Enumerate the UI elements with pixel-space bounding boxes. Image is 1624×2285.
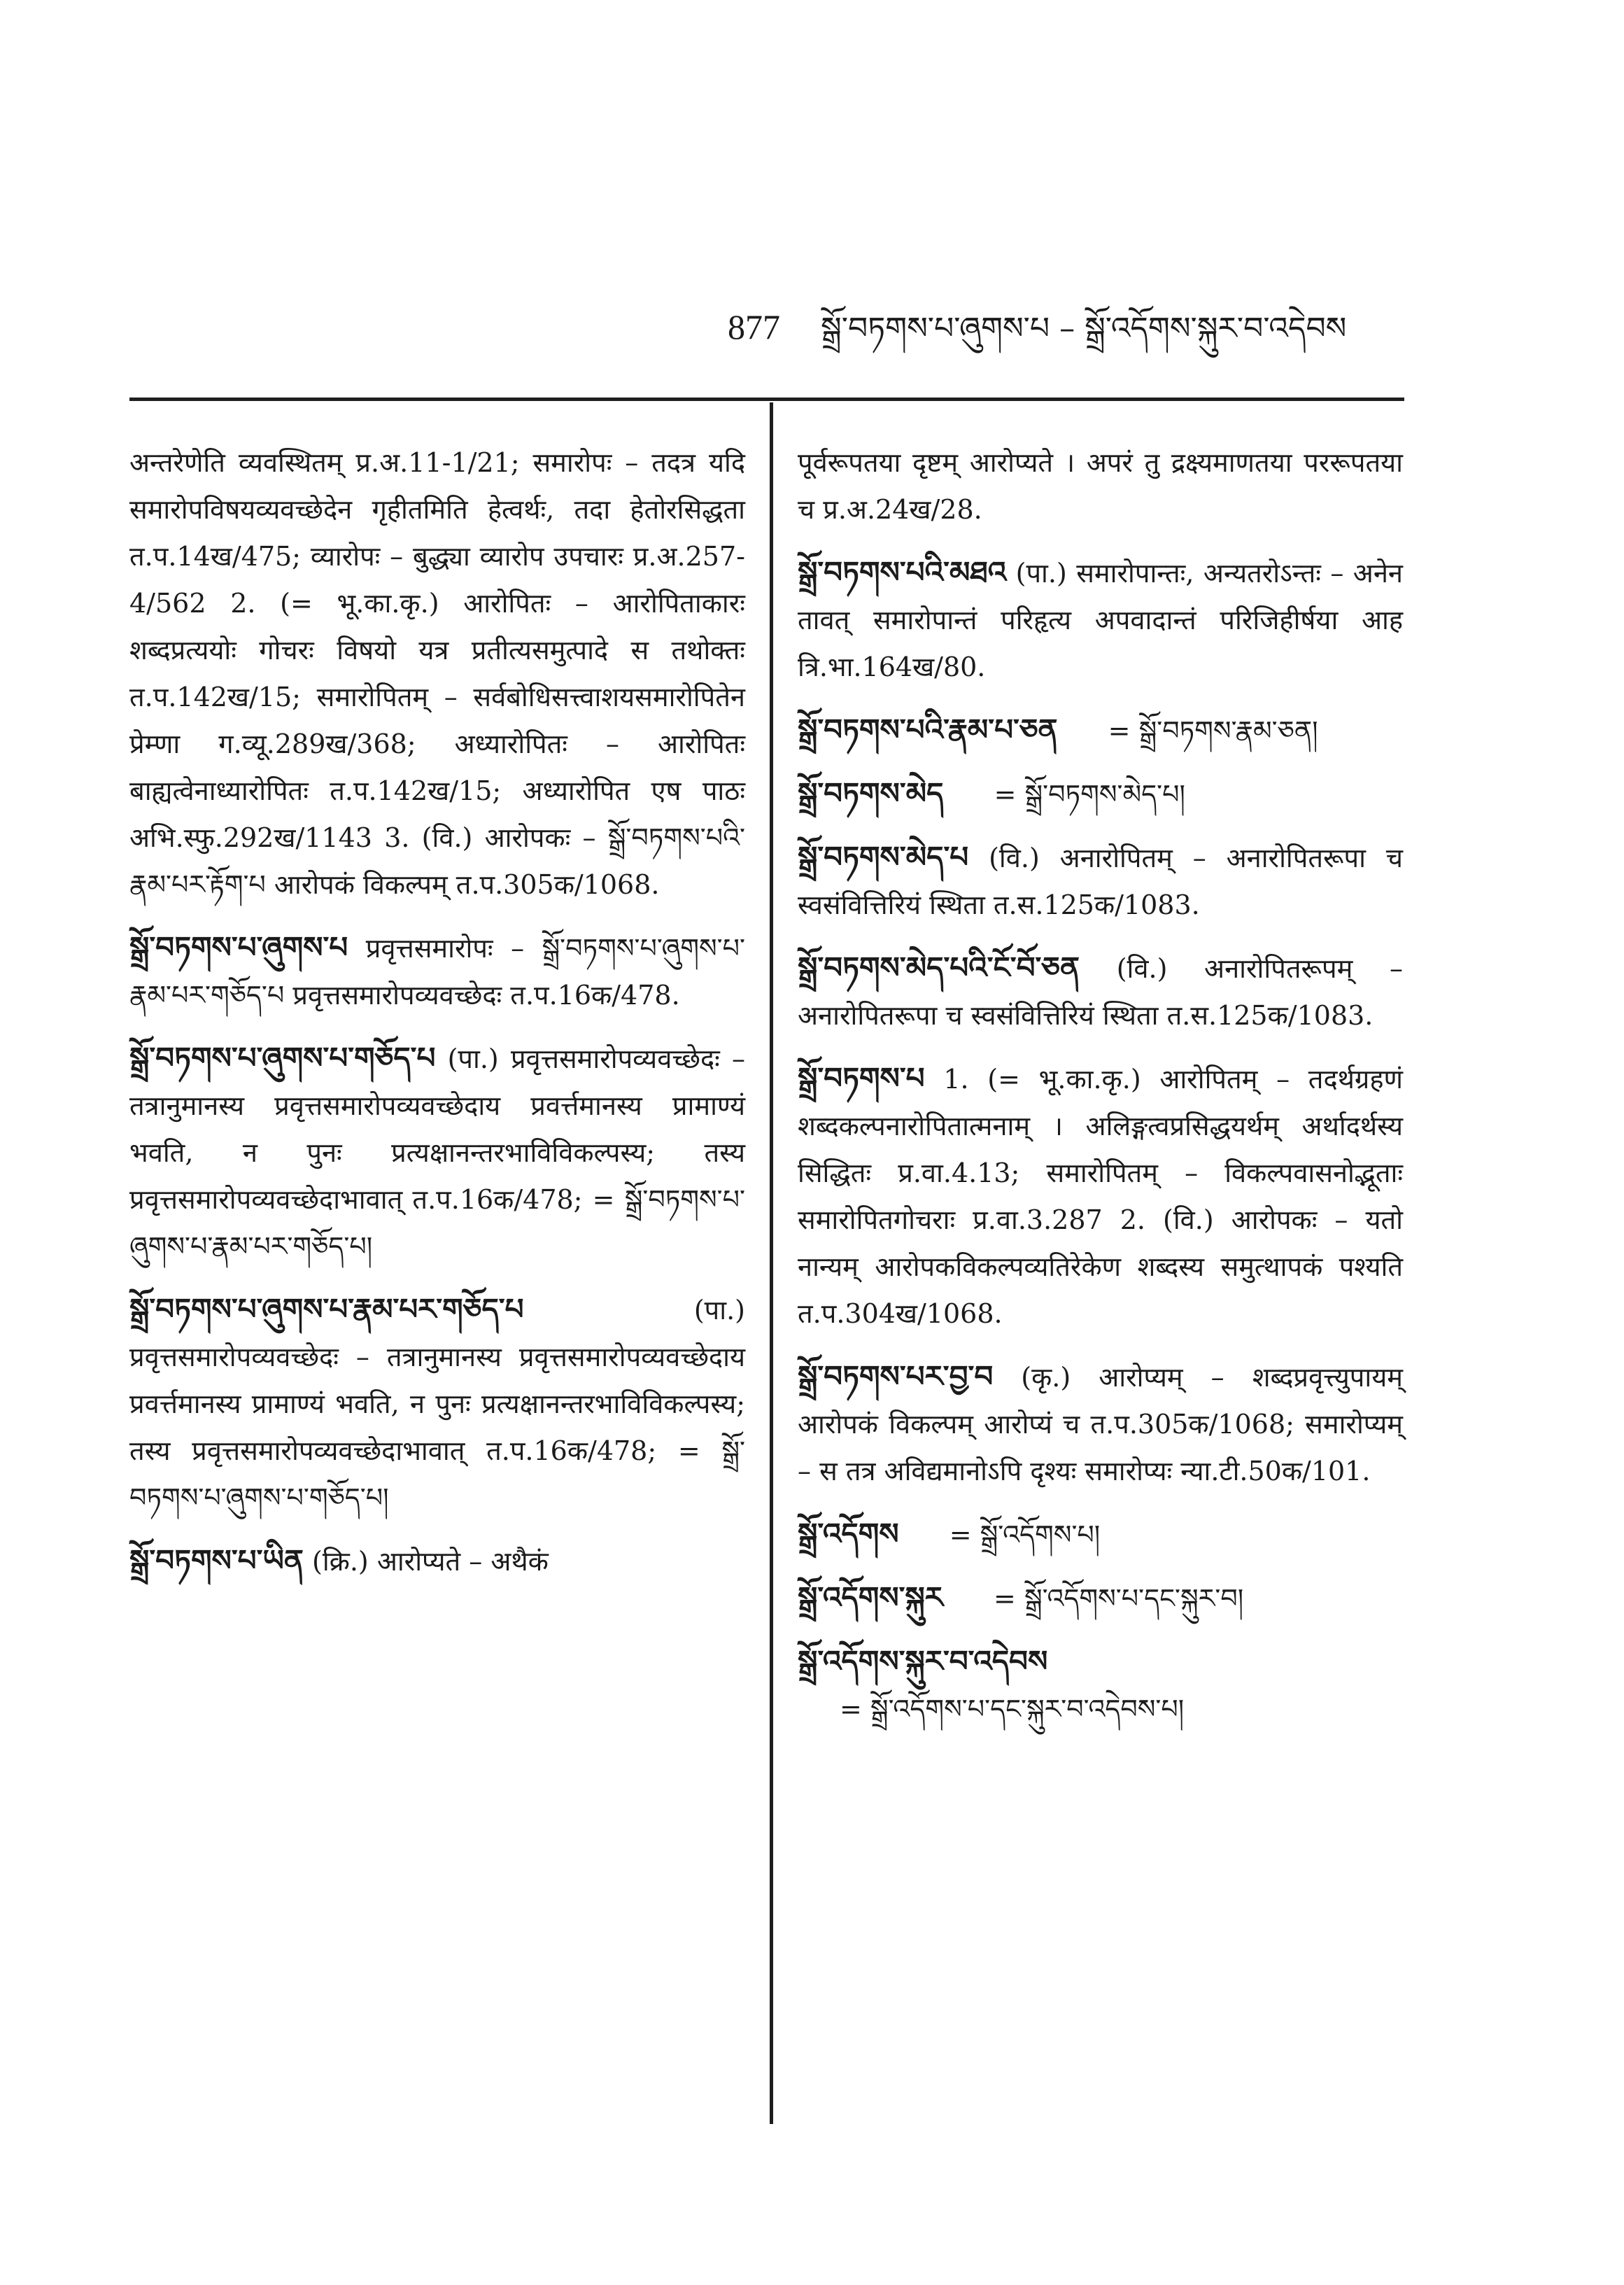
entry-headword: སྒྲོ་བཏགས་མེད xyxy=(798,776,944,810)
entry-text: (वि.) अनारोपितम् – अनारोपितरूपा च स्वसंवित्तिरियं स्थिता त.स.125क/1083. xyxy=(798,843,1403,920)
entry-headword: སྒྲོ་འདོགས xyxy=(798,1517,899,1551)
cross-reference-entry xyxy=(798,1510,1403,1559)
entry-headword: སྒྲོ་འདོགས་སྐུར xyxy=(798,1580,943,1615)
cross-reference-entry xyxy=(798,1638,1403,1733)
entry-headword: སྒྲོ་བཏགས་པར་བྱ་བ xyxy=(798,1359,994,1393)
cross-reference-entry xyxy=(798,770,1403,818)
page-number: 877 xyxy=(728,307,780,346)
left-column xyxy=(129,440,745,1585)
entry-headword: སྒྲོ་བཏགས་པ་ཞུགས་པ xyxy=(129,930,348,964)
entry-headword: སྒྲོ་བཏགས་པ་ཡིན xyxy=(129,1543,304,1577)
dictionary-entry xyxy=(798,1353,1403,1495)
entry-text: (पा.) प्रवृत्तसमारोपव्यवच्छेदः – तत्रानुमानस्य प्रवृत्तसमारोपव्यवच्छेदाय प्रवर्त्तमानस्य प्रामाण्यं भवति, न पुनः प्रत्यक्षानन्तरभाविविकल्पस्य; तस्य प्रवृत्तसमारोपव्यवच्छेदाभावात् त.प.16क/478; = སྒྲོ་བཏགས་པ་ཞུགས་པ་རྣམ་པར་གཅོད་པ། xyxy=(129,1043,745,1262)
dictionary-entry xyxy=(798,1055,1403,1337)
entry-text: प्रवृत्तसमारोपः – སྒྲོ་བཏགས་པ་ཞུགས་པ་རྣམ་པར་གཅོད་པ प्रवृत्तसमारोपव्यवच्छेदः त.प.16क/478. xyxy=(129,933,745,1011)
dictionary-entry xyxy=(798,944,1403,1039)
dictionary-entry xyxy=(129,1286,745,1521)
entry-text: अन्तरेणेति व्यवस्थितम् प्र.अ.11-1/21; समारोपः – तदत्र यदि समारोपविषयव्यवच्छेदेन गृहीतमिति हेत्वर्थः, तदा हेतोरसिद्धता त.प.14ख/475; व्यारोपः – बुद्ध्या व्यारोप उपचारः प्र.अ.257-4/562 2. (= भू.का.कृ.) आरोपितः – आरोपिताकारः शब्दप्रत्ययोः गोचरः विषयो यत्र प्रतीत्यसमुत्पादे स तथोक्तः त.प.142ख/15; समारोपितम् – सर्वबोधिसत्त्वाशयसमारोपितेन प्रेम्णा ग.व्यू.289ख/368; अध्यारोपितः – आरोपितः बाह्यत्वेनाध्यारोपितः त.प.142ख/15; अध्यारोपित एष पाठः अभि.स्फु.292ख/1143 3. (वि.) आरोपकः – སྒྲོ་བཏགས་པའི་རྣམ་པར་རྟོག་པ आरोपकं विकल्पम् त.प.305क/1068. xyxy=(129,447,745,900)
dictionary-entry xyxy=(129,1537,745,1585)
dictionary-entry xyxy=(798,834,1403,929)
cross-reference: = སྒྲོ་བཏགས་རྣམ་ཅན། xyxy=(1108,715,1318,746)
entry-headword: སྒྲོ་བཏགས་པ་ཞུགས་པ་གཅོད་པ xyxy=(129,1041,436,1075)
entry-text: (वि.) अनारोपितरूपम् – अनारोपितरूपा च स्वसंवित्तिरियं स्थिता त.स.125क/1083. xyxy=(798,953,1403,1031)
cross-reference: = སྒྲོ་འདོགས་པ་དང་སྐུར་བ། xyxy=(994,1583,1244,1614)
entry-continuation xyxy=(129,440,745,908)
entry-headword: སྒྲོ་བཏགས་མེད་པ xyxy=(798,840,969,874)
entry-headword: སྒྲོ་བཏགས་པའི་མཐའ xyxy=(798,555,1007,589)
entry-continuation xyxy=(798,440,1403,533)
entry-text: (क्रि.) आरोप्यते – अथैकं xyxy=(312,1546,549,1577)
column-divider xyxy=(770,402,773,2124)
header-range: སྒྲོ་བཏགས་པ་ཞུགས་པ – སྒྲོ་འདོགས་སྐུར་བ་འདེབས xyxy=(821,311,1347,346)
entry-headword: སྒྲོ་བཏགས་པ་ཞུགས་པ་རྣམ་པར་གཅོད་པ xyxy=(129,1292,524,1326)
entry-headword: སྒྲོ་བཏགས་མེད་པའི་ངོ་བོ་ཅན xyxy=(798,950,1080,985)
entry-headword: སྒྲོ་འདོགས་སྐུར་བ་འདེབས xyxy=(798,1644,1048,1678)
entry-text: (पा.) प्रवृत्तसमारोपव्यवच्छेदः – तत्रानुमानस्य प्रवृत्तसमारोपव्यवच्छेदाय प्रवर्त्तमानस्य प्रामाण्यं भवति, न पुनः प्रत्यक्षानन्तरभाविविकल्पस्य; तस्य प्रवृत्तसमारोपव्यवच्छेदाभावात् त.प.16क/478; = སྒྲོ་བཏགས་པ་ཞུགས་པ་གཅོད་པ། xyxy=(129,1295,745,1513)
dictionary-entry xyxy=(129,1034,745,1270)
entry-text: पूर्वरूपतया दृष्टम् आरोप्यते । अपरं तु द्रक्ष्यमाणतया पररूपतया च प्र.अ.24ख/28. xyxy=(798,447,1403,525)
entry-text: 1. (= भू.का.कृ.) आरोपितम् – तदर्थग्रहणं शब्दकल्पनारोपितात्मनाम् । अलिङ्गत्वप्रसिद्धयर्थम् अर्थादर्थस्य सिद्धितः प्र.वा.4.13; समारोपितम् – विकल्पवासनोद्भूताः समारोपितगोचराः प्र.वा.3.287 2. (वि.) आरोपकः – यतो नान्यम् आरोपकविकल्पव्यतिरेकेण शब्दस्य समुत्थापकं पश्यति त.प.304ख/1068. xyxy=(798,1064,1403,1329)
entry-text: (कृ.) आरोप्यम् – शब्दप्रवृत्त्युपायम् आरोपकं विकल्पम् आरोप्यं च त.प.305क/1068; समारोप्यम् – स तत्र अविद्यमानोऽपि दृश्यः समारोप्यः न्या.टी.50क/101. xyxy=(798,1362,1403,1486)
cross-reference-entry xyxy=(798,706,1403,754)
dictionary-entry xyxy=(129,924,745,1019)
entry-headword: སྒྲོ་བཏགས་པའི་རྣམ་པ་ཅན xyxy=(798,712,1058,747)
cross-reference: = སྒྲོ་འདོགས་པ་དང་སྐུར་བ་འདེབས་པ། xyxy=(840,1694,1185,1724)
entry-text: (पा.) समारोपान्तः, अन्यतरोऽन्तः – अनेन तावत् समारोपान्तं परिहृत्य अपवादान्तं परिजिहीर्षया आह त्रि.भा.164ख/80. xyxy=(798,558,1403,682)
dictionary-entry xyxy=(798,549,1403,691)
running-header xyxy=(728,294,1346,381)
entry-headword: སྒྲོ་བཏགས་པ xyxy=(798,1061,925,1095)
cross-reference: = སྒྲོ་བཏགས་མེད་པ། xyxy=(994,779,1185,810)
cross-reference-entry xyxy=(798,1574,1403,1622)
header-rule xyxy=(129,398,1404,401)
right-column xyxy=(798,440,1403,1733)
cross-reference: = སྒྲོ་འདོགས་པ། xyxy=(949,1519,1101,1550)
